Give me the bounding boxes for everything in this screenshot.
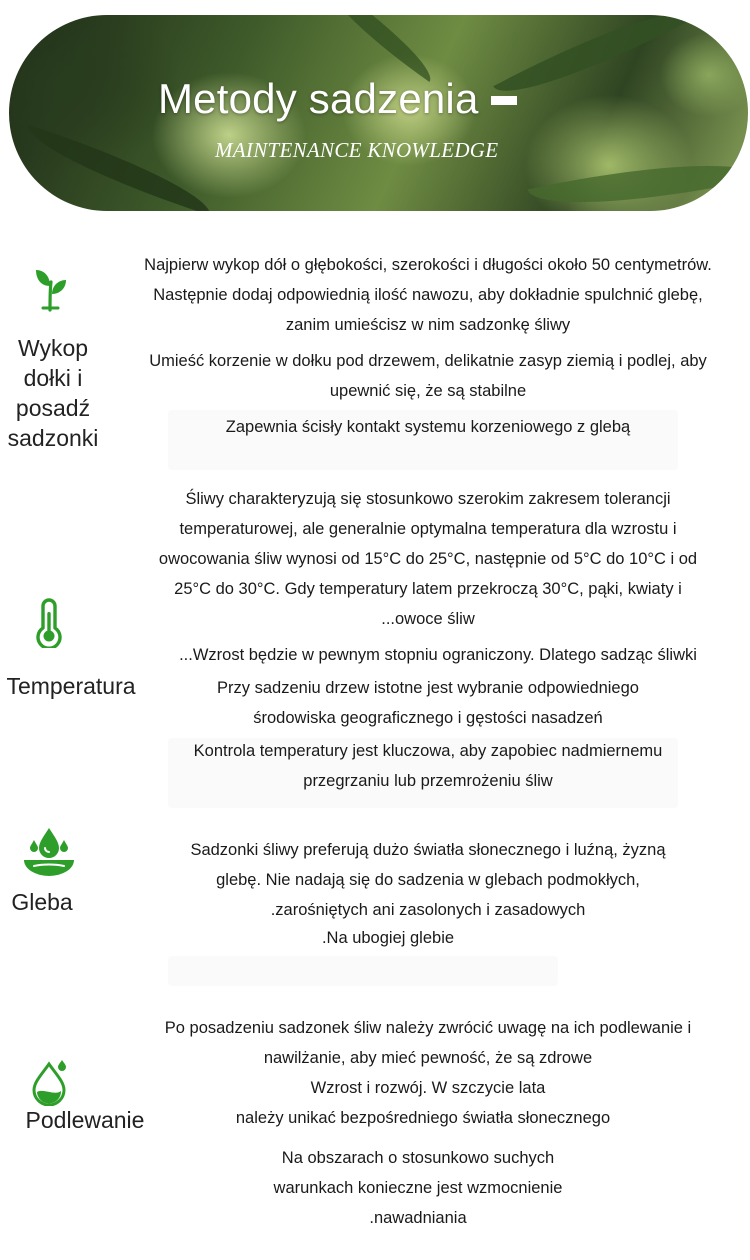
title-dash: [491, 96, 517, 105]
paragraph: .Na ubogiej glebie: [321, 929, 455, 947]
leaf-decoration: [493, 15, 694, 116]
section-label: Gleba: [11, 889, 73, 915]
paragraph: ...Wzrost będzie w pewnym stopniu ograniczony. Dlatego sadząc śliwki: [179, 646, 697, 664]
header-banner: [9, 15, 748, 211]
paragraph: Na obszarach o stosunkowo suchych warunkach konieczne jest wzmocnienie .nawadniania: [273, 1149, 563, 1227]
section-label: Podlewanie: [25, 1107, 145, 1133]
leaf-decoration: [19, 125, 218, 211]
paragraph: Najpierw wykop dół o głębokości, szerokości i długości około 50 centymetrów. Następnie dodaj odpowiednią ilość nawozu, aby dokładnie spulchnić glebę, zanim umieścisz w nim sadzonkę śliwy: [144, 256, 712, 334]
paragraph: Śliwy charakteryzują się stosunkowo szerokim zakresem tolerancji temperaturowej, ale generalnie optymalna temperatura dla wzrostu i owocowania śliw wynosi od 15°C do 25°C, następnie od 5°C do 10°C i od 25°C do 30°C. Gdy temperatury latem przekroczą 30°C, pąki, kwiaty i ...owoce śliw: [158, 490, 698, 628]
paragraph: Wzrost i rozwój. W szczycie lata: [310, 1079, 546, 1097]
paragraph: należy unikać bezpośredniego światła słonecznego: [235, 1109, 611, 1127]
page-title: Metody sadzenia: [158, 75, 479, 122]
soil-water-icon: [22, 826, 76, 878]
thermometer-icon: [32, 598, 66, 648]
paragraph: Kontrola temperatury jest kluczowa, aby zapobiec nadmiernemu przegrzaniu lub przemrożeniu śliw: [193, 742, 663, 790]
leaf-decoration: [528, 142, 748, 211]
text-backdrop: [168, 956, 558, 986]
paragraph: Sadzonki śliwy preferują dużo światła słonecznego i luźną, żyzną glebę. Nie nadają się do sadzenia w glebach podmokłych, .zarośniętych ani zasolonych i zasadowych: [190, 841, 666, 919]
paragraph: Zapewnia ścisły kontakt systemu korzeniowego z glebą: [225, 418, 631, 436]
paragraph: Po posadzeniu sadzonek śliw należy zwrócić uwagę na ich podlewanie i nawilżanie, aby mieć pewność, że są zdrowe: [164, 1019, 692, 1067]
leaf-decoration: [315, 15, 443, 82]
section-label: Temperatura: [6, 673, 136, 699]
paragraph: Umieść korzenie w dołku pod drzewem, delikatnie zasyp ziemią i podlej, aby upewnić się, że są stabilne: [149, 352, 707, 400]
paragraph: Przy sadzeniu drzew istotne jest wybranie odpowiedniego środowiska geograficznego i gęstości nasadzeń: [217, 679, 639, 727]
water-drop-icon: [28, 1058, 70, 1106]
page-subtitle: MAINTENANCE KNOWLEDGE: [215, 138, 499, 162]
sprout-icon: [34, 264, 68, 312]
section-label: Wykop dołki i posadź sadzonki: [7, 335, 99, 451]
title-row: [158, 75, 517, 123]
